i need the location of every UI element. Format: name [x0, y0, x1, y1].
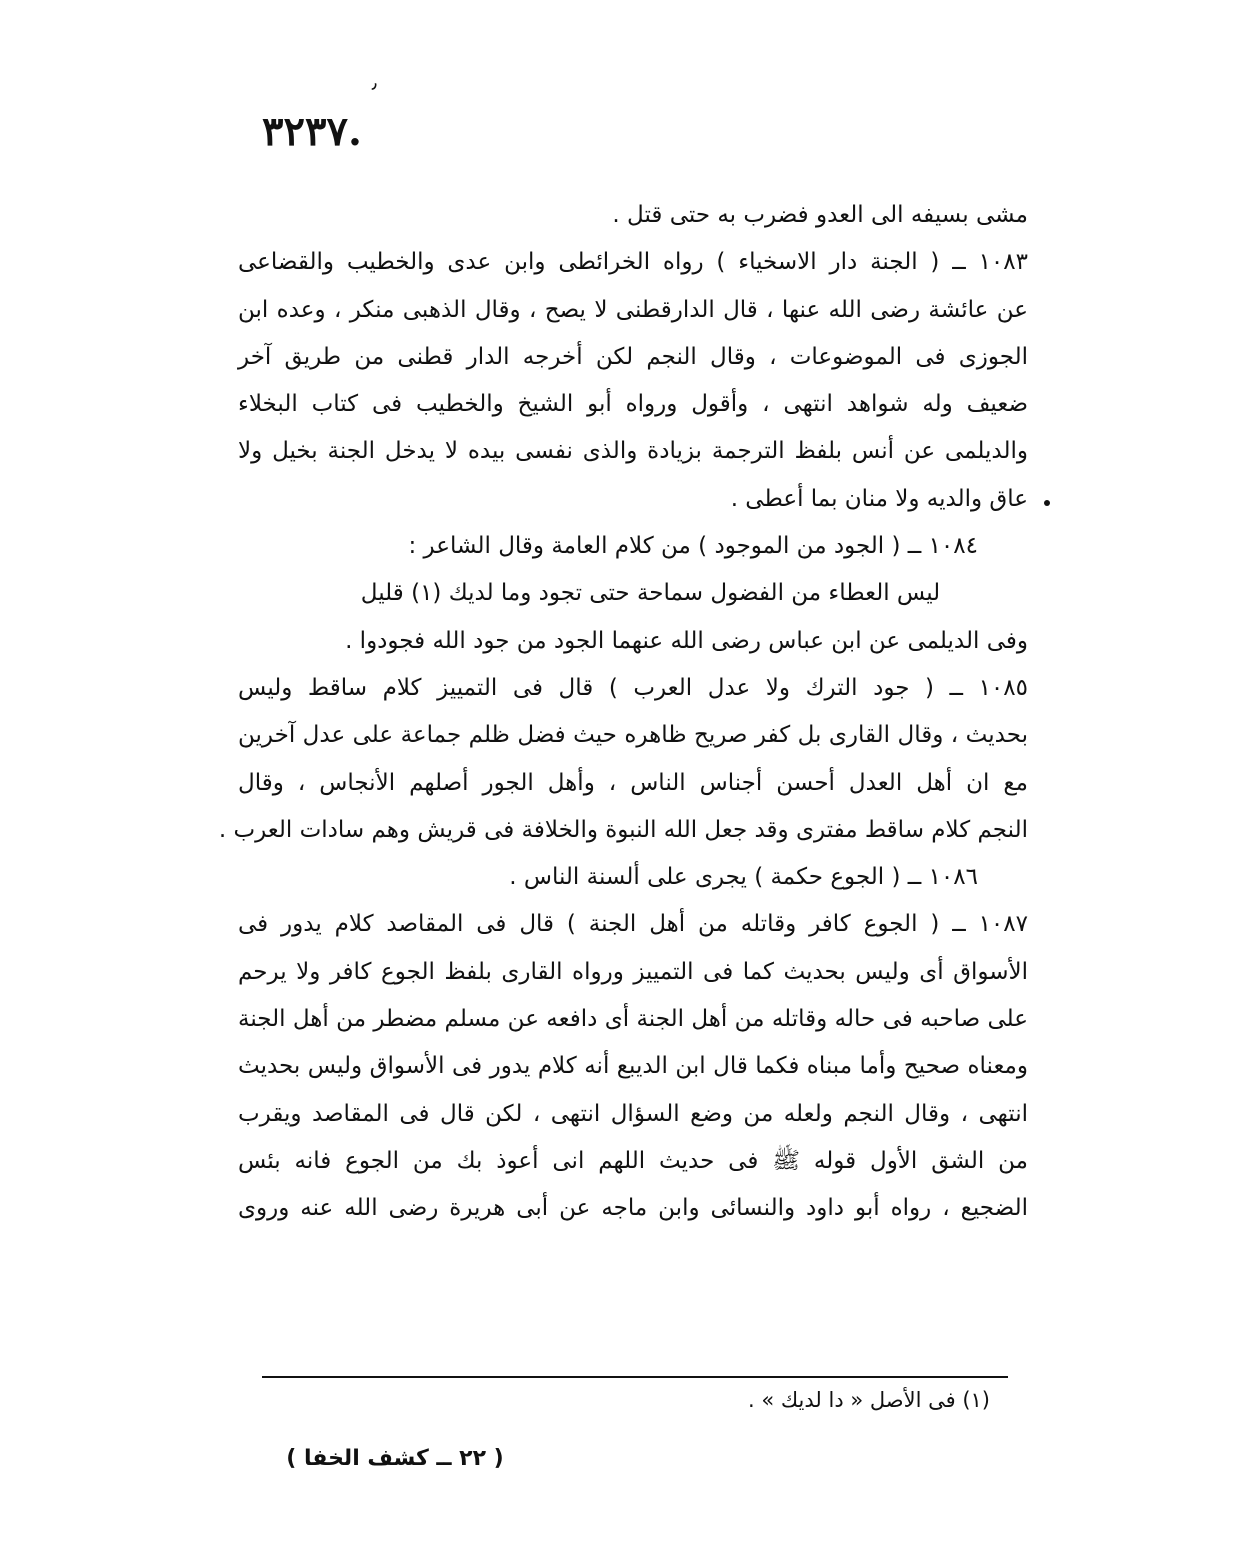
- text-line: النجم كلام ساقط مفترى وقد جعل الله النبوة والخلافة فى قريش وهم سادات العرب .: [218, 816, 1028, 843]
- text-line: الضجيع ، رواه أبو داود والنسائى وابن ماجه عن أبى هريرة رضى الله عنه وروى: [238, 1195, 1028, 1222]
- verse-line: ليس العطاء من الفضول سماحة حتى تجود وما لديك (١) قليل: [360, 580, 941, 607]
- text-line: انتهى ، وقال النجم ولعله من وضع السؤال انتهى ، لكن قال فى المقاصد ويقرب: [238, 1100, 1028, 1127]
- page-number: ٣٢٣٧.: [262, 108, 362, 155]
- text-line: ١٠٨٤ ــ ( الجود من الموجود ) من كلام العامة وقال الشاعر :: [408, 533, 978, 560]
- text-line: عن عائشة رضى الله عنها ، قال الدارقطنى لا يصح ، وقال الذهبى منكر ، وعده ابن: [238, 296, 1028, 323]
- text-line: ومعناه صحيح وأما مبناه فكما قال ابن الديبع أنه كلام يدور فى الأسواق وليس بحديث: [238, 1053, 1028, 1080]
- text-line: ١٠٨٦ ــ ( الجوع حكمة ) يجرى على ألسنة الناس .: [509, 864, 978, 891]
- footnote: (١) فى الأصل « دا لديك » .: [747, 1388, 990, 1412]
- text-line: الأسواق أى وليس بحديث كما فى التمييز ورواه القارى بلفظ الجوع كافر ولا يرحم: [238, 958, 1028, 985]
- text-line: من الشق الأول قوله ﷺ فى حديث اللهم انى أعوذ بك من الجوع فانه بئس: [238, 1147, 1028, 1174]
- text-line: مع ان أهل العدل أحسن أجناس الناس ، وأهل الجور أصلهم الأنجاس ، وقال: [238, 769, 1028, 796]
- text-line: والديلمى عن أنس بلفظ الترجمة بزيادة والذى نفسى بيده لا يدخل الجنة بخيل ولا: [238, 438, 1028, 465]
- text-line: ١٠٨٣ ــ ( الجنة دار الاسخياء ) رواه الخرائطى وابن عدى والخطيب والقضاعى: [238, 249, 1028, 276]
- margin-dot: [1044, 500, 1050, 506]
- text-line: بحديث ، وقال القارى بل كفر صريح ظاهره حيث فضل ظلم جماعة على عدل آخرين: [238, 722, 1028, 749]
- footnote-divider: [262, 1376, 1008, 1378]
- text-line: ١٠٨٧ ــ ( الجوع كافر وقاتله من أهل الجنة ) قال فى المقاصد كلام يدور فى: [238, 911, 1028, 938]
- signature-mark: ( ٢٢ ــ كشف الخفا ): [286, 1446, 504, 1471]
- tick-mark: ٫: [372, 76, 377, 92]
- text-line: ضعيف وله شواهد انتهى ، وأقول ورواه أبو الشيخ والخطيب فى كتاب البخلاء: [238, 391, 1028, 418]
- text-line: عاق والديه ولا منان بما أعطى .: [730, 485, 1028, 512]
- body-text: [218, 192, 1028, 1233]
- text-line: مشى بسيفه الى العدو فضرب به حتى قتل .: [612, 202, 1028, 228]
- text-line: الجوزى فى الموضوعات ، وقال النجم لكن أخرجه الدار قطنى من طريق آخر: [238, 343, 1028, 370]
- text-line: على صاحبه فى حاله وقاتله من أهل الجنة أى دافعه عن مسلم مضطر من أهل الجنة: [238, 1006, 1028, 1033]
- text-line: ١٠٨٥ ــ ( جود الترك ولا عدل العرب ) قال فى التمييز كلام ساقط وليس: [238, 674, 1028, 701]
- text-line: وفى الديلمى عن ابن عباس رضى الله عنهما الجود من جود الله فجودوا .: [345, 627, 1028, 654]
